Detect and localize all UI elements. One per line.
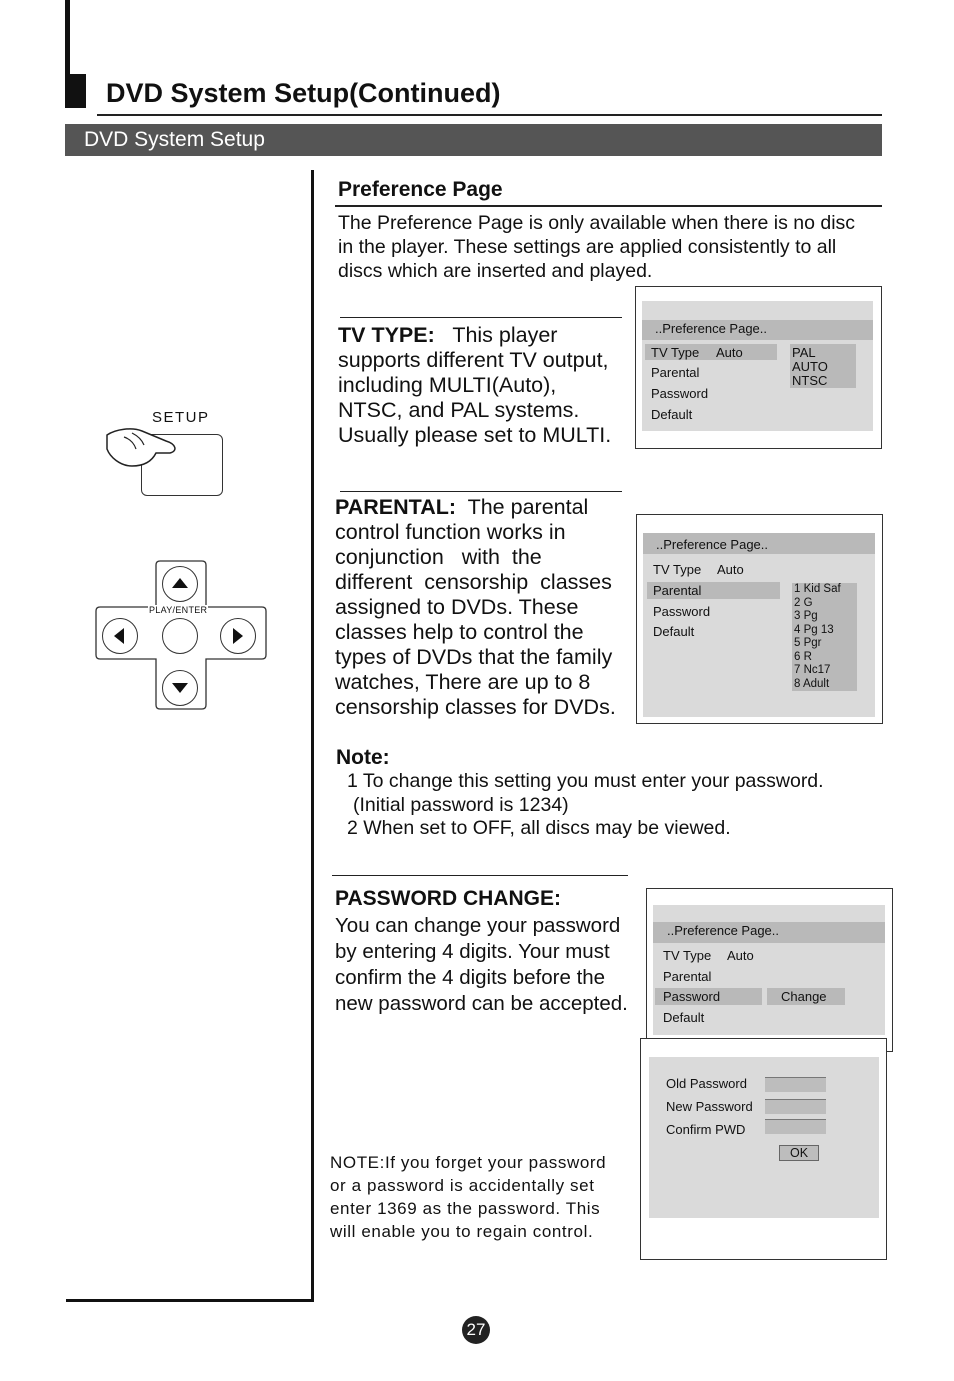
- parental-line: different censorship classes: [335, 570, 612, 594]
- pointing-hand-icon: [104, 425, 184, 470]
- tvtype-options[interactable]: [790, 344, 856, 388]
- page-title: DVD System Setup(Continued): [106, 78, 501, 108]
- tvtype-value: Auto: [716, 345, 743, 360]
- column-bottom-rule: [66, 1299, 314, 1302]
- forget-line: will enable you to regain control.: [330, 1222, 594, 1241]
- parental-option[interactable]: 4 Pg 13: [794, 623, 834, 636]
- forget-note: [330, 1151, 640, 1243]
- play-enter-label: PLAY/ENTER: [149, 605, 208, 615]
- section-band: [65, 124, 882, 156]
- up-arrow-icon: [172, 578, 188, 588]
- old-password-label: Old Password: [666, 1076, 747, 1091]
- play-enter-button[interactable]: [162, 618, 198, 654]
- parental-line: classes help to control the: [335, 620, 584, 644]
- parental-options[interactable]: [792, 583, 857, 691]
- menu-item-password[interactable]: Password: [651, 386, 709, 401]
- password-line: by entering 4 digits. Your must: [335, 940, 610, 963]
- note-label: Note:: [336, 746, 390, 769]
- screen-parental: [636, 514, 883, 724]
- note-line: 1 To change this setting you must enter your password.: [347, 770, 824, 792]
- tvtype-line: NTSC, and PAL systems.: [338, 398, 580, 422]
- menu-item-default[interactable]: Default: [663, 1010, 705, 1025]
- down-arrow-icon: [172, 683, 188, 693]
- change-option[interactable]: Change: [781, 989, 827, 1004]
- menu-item-parental[interactable]: Parental: [663, 969, 712, 984]
- parental-line: The parental: [467, 495, 589, 519]
- right-arrow-icon: [233, 628, 243, 644]
- new-password-field[interactable]: [765, 1099, 826, 1114]
- parental-line: censorship classes for DVDs.: [335, 695, 616, 719]
- confirm-pwd-field[interactable]: [765, 1119, 826, 1134]
- menu-item-tvtype[interactable]: TV Type: [663, 948, 712, 963]
- parental-option[interactable]: 7 Nc17: [794, 664, 831, 676]
- header-bar-block: [65, 74, 86, 108]
- column-divider: [311, 170, 314, 1302]
- old-password-field[interactable]: [765, 1077, 826, 1092]
- parental-line: control function works in: [335, 520, 566, 544]
- forget-line: enter 1369 as the password. This: [330, 1199, 601, 1218]
- tvtype-line: Usually please set to MULTI.: [338, 423, 612, 447]
- parental-option[interactable]: 2 G: [794, 596, 813, 609]
- password-rule: [332, 875, 628, 876]
- intro-line: discs which are inserted and played.: [338, 260, 653, 282]
- menu-item-default[interactable]: Default: [653, 624, 695, 639]
- tvtype-line: supports different TV output,: [338, 348, 609, 372]
- parental-option[interactable]: 5 Pgr: [794, 637, 822, 649]
- forget-line: or a password is accidentally set: [330, 1176, 595, 1195]
- note-text: [347, 770, 824, 841]
- menu-item-tvtype[interactable]: TV Type: [651, 345, 700, 360]
- section-title: DVD System Setup: [84, 128, 265, 151]
- password-line: confirm the 4 digits before the: [335, 966, 606, 989]
- page-number: 27: [462, 1316, 490, 1344]
- title-rule: [97, 114, 882, 116]
- menu-item-password[interactable]: Password: [653, 604, 711, 619]
- note-line: 2 When set to OFF, all discs may be viewed.: [347, 817, 731, 839]
- screen-title: ..Preference Page..: [667, 923, 780, 938]
- preference-intro: [338, 211, 878, 283]
- preference-heading: Preference Page: [338, 178, 503, 201]
- parental-option[interactable]: 8 Adult: [794, 677, 830, 690]
- menu-item-parental[interactable]: Parental: [651, 365, 700, 380]
- parental-line: types of DVDs that the family: [335, 645, 613, 669]
- screen-title: ..Preference Page..: [656, 537, 769, 552]
- tvtype-line: This player: [452, 323, 558, 347]
- intro-line: in the player. These settings are applied consistently to all: [338, 236, 837, 258]
- intro-line: The Preference Page is only available when there is no disc: [338, 212, 856, 234]
- tvtype-value: Auto: [727, 948, 754, 963]
- ok-button[interactable]: OK: [779, 1145, 819, 1161]
- parental-line: conjunction with the: [335, 545, 542, 569]
- screen-password-dialog: [640, 1038, 887, 1260]
- tv-option[interactable]: PAL: [792, 345, 816, 360]
- parental-label: PARENTAL:: [335, 495, 457, 519]
- preference-rule: [335, 205, 882, 207]
- menu-item-password[interactable]: Password: [663, 989, 721, 1004]
- note-line: (Initial password is 1234): [353, 793, 569, 816]
- parental-option[interactable]: 6 R: [794, 650, 812, 663]
- password-line: new password can be accepted.: [335, 992, 628, 1015]
- tvtype-label: TV TYPE:: [338, 323, 435, 347]
- tv-option[interactable]: AUTO: [792, 359, 828, 374]
- parental-option[interactable]: 1 Kid Saf: [794, 583, 841, 595]
- left-arrow-icon: [114, 628, 124, 644]
- parental-text: [335, 495, 633, 720]
- forget-line: NOTE:If you forget your password: [330, 1153, 607, 1172]
- menu-item-parental[interactable]: Parental: [653, 583, 702, 598]
- password-line: You can change your password: [335, 914, 621, 937]
- confirm-pwd-label: Confirm PWD: [666, 1122, 746, 1137]
- new-password-label: New Password: [666, 1099, 753, 1114]
- menu-item-tvtype[interactable]: TV Type: [653, 562, 702, 577]
- tvtype-value: Auto: [717, 562, 744, 577]
- tvtype-line: including MULTI(Auto),: [338, 373, 557, 397]
- screen-title: ..Preference Page..: [655, 321, 768, 336]
- parental-option[interactable]: 3 Pg: [794, 610, 818, 622]
- setup-label: SETUP: [152, 409, 210, 426]
- parental-rule: [340, 491, 622, 492]
- password-label: PASSWORD CHANGE:: [335, 887, 561, 910]
- parental-line: watches, There are up to 8: [335, 670, 591, 694]
- tvtype-text: [338, 323, 633, 448]
- parental-line: assigned to DVDs. These: [335, 595, 579, 619]
- password-text: [335, 913, 635, 1017]
- tvtype-rule: [340, 317, 622, 318]
- tv-option[interactable]: NTSC: [792, 373, 828, 388]
- menu-item-default[interactable]: Default: [651, 407, 693, 422]
- screen-password: [646, 888, 893, 1052]
- screen-tvtype: [635, 286, 882, 449]
